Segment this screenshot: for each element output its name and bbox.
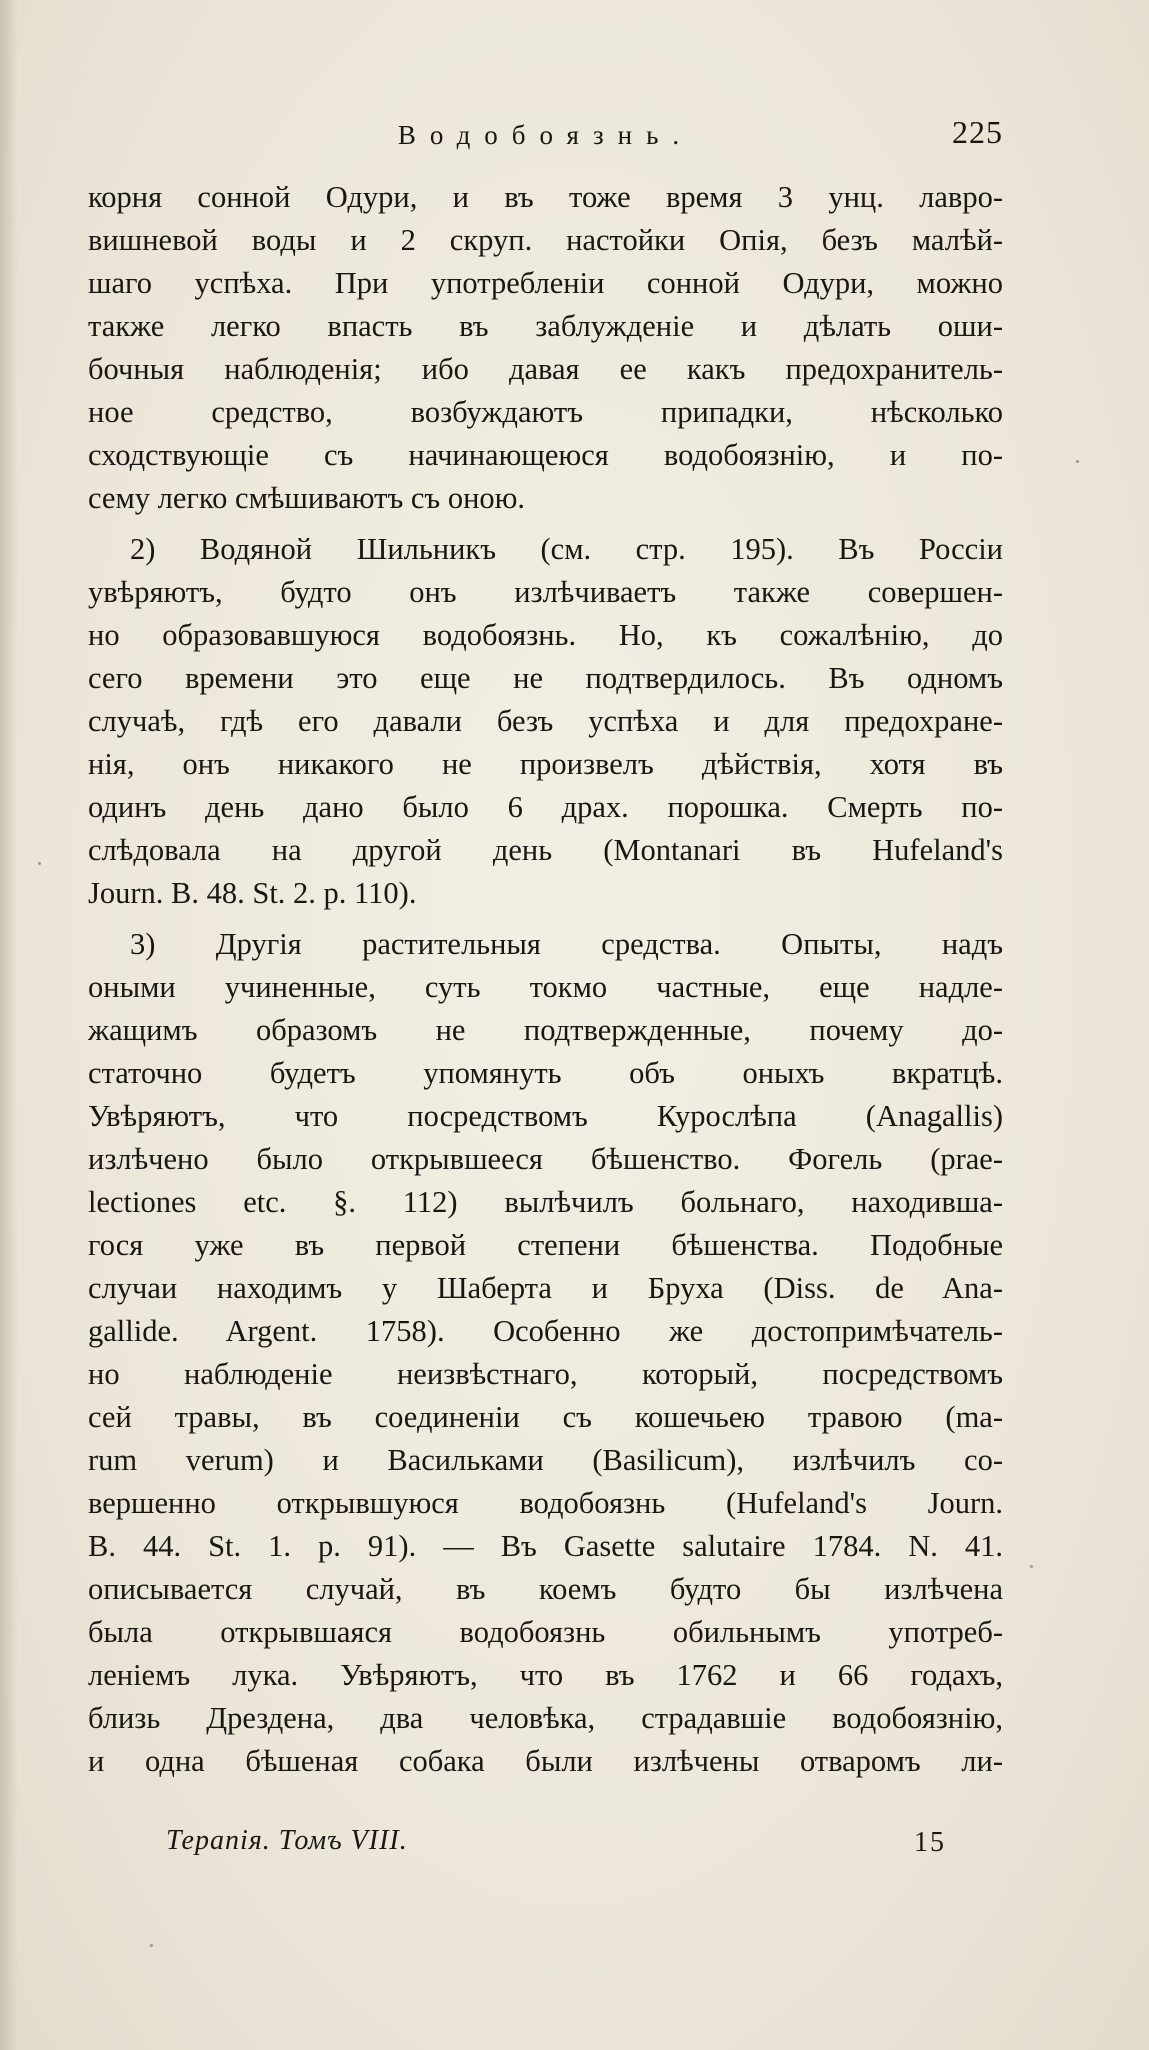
text-line: также легко впасть въ заблужденіе и дѣлать оши- <box>88 309 1003 343</box>
text-line: сего времени это еще не подтвердилось. Въ одномъ <box>88 661 1003 695</box>
text-line: одинъ день дано было 6 драх. порошка. Смерть по- <box>88 790 1003 824</box>
text-line: излѣчено было открывшееся бѣшенство. Фогель (prae- <box>88 1142 1003 1176</box>
print-speck <box>38 862 41 865</box>
print-speck <box>150 1944 153 1947</box>
page-edge-shadow <box>0 0 18 2050</box>
text-line: вершенно открывшуюся водобоязнь (Hufeland's Journ. <box>88 1486 1003 1520</box>
text-line: шаго успѣха. При употребленіи сонной Одури, можно <box>88 266 1003 300</box>
text-line: сходствующіе съ начинающеюся водобоязнію, и по- <box>88 438 1003 472</box>
text-line: близь Дрездена, два человѣка, страдавшіе водобоязнію, <box>88 1701 1003 1735</box>
text-line: gallide. Argent. 1758). Особенно же достопримѣчатель- <box>88 1314 1003 1348</box>
text-line: случаи находимъ у Шаберта и Бруха (Diss. de Ana- <box>88 1271 1003 1305</box>
paragraph-start-line: 3) Другія растительныя средства. Опыты, надъ <box>130 927 1003 961</box>
text-line: оными учиненные, суть токмо частные, еще надле- <box>88 970 1003 1004</box>
text-line: леніемъ лука. Увѣряютъ, что въ 1762 и 66 годахъ, <box>88 1658 1003 1692</box>
page-header <box>88 114 1003 160</box>
print-speck <box>1076 460 1079 463</box>
text-line: Увѣряютъ, что посредствомъ Курослѣпа (Anagallis) <box>88 1099 1003 1133</box>
print-speck <box>1030 1565 1033 1568</box>
paragraph-start-line: 2) Водяной Шильникъ (см. стр. 195). Въ Россіи <box>130 532 1003 566</box>
text-line: и одна бѣшеная собака были излѣчены отваромъ ли- <box>88 1744 1003 1778</box>
text-line: нія, онъ никакого не произвелъ дѣйствія, хотя въ <box>88 747 1003 781</box>
text-line: B. 44. St. 1. p. 91). — Въ Gasette salutaire 1784. N. 41. <box>88 1529 1003 1563</box>
text-line: ное средство, возбуждаютъ припадки, нѣсколько <box>88 395 1003 429</box>
text-line: жащимъ образомъ не подтвержденные, почему до- <box>88 1013 1003 1047</box>
text-line: но образовавшуюся водобоязнь. Но, къ сожалѣнію, до <box>88 618 1003 652</box>
page-number: 225 <box>952 114 1003 150</box>
text-line: гося уже въ первой степени бѣшенства. Подобные <box>88 1228 1003 1262</box>
body-text <box>88 176 1003 1783</box>
text-line: rum verum) и Васильками (Basilicum), излѣчилъ со- <box>88 1443 1003 1477</box>
signature-mark: Терапія. Томъ VIII. <box>166 1825 408 1856</box>
text-line: lectiones etc. §. 112) вылѣчилъ больнаго, находивша- <box>88 1185 1003 1219</box>
running-title: Водобоязнь. <box>397 120 694 150</box>
text-line: статочно будетъ упомянуть объ оныхъ вкратцѣ. <box>88 1056 1003 1090</box>
text-line: слѣдовала на другой день (Montanari въ Hufeland's <box>88 833 1003 867</box>
text-line: вишневой воды и 2 скруп. настойки Опія, безъ малѣй- <box>88 223 1003 257</box>
text-line: но наблюденіе неизвѣстнаго, который, посредствомъ <box>88 1357 1003 1391</box>
text-line: увѣряютъ, будто онъ излѣчиваетъ также совершен- <box>88 575 1003 609</box>
sheet-number: 15 <box>914 1827 946 1858</box>
text-line: случаѣ, гдѣ его давали безъ успѣха и для предохране- <box>88 704 1003 738</box>
page-footer <box>166 1825 946 1869</box>
text-line: корня сонной Одури, и въ тоже время 3 унц. лавро- <box>88 180 1003 214</box>
text-line: сему легко смѣшиваютъ съ оною. <box>88 481 526 515</box>
text-line: описывается случай, въ коемъ будто бы излѣчена <box>88 1572 1003 1606</box>
text-line: бочныя наблюденія; ибо давая ее какъ предохранитель- <box>88 352 1003 386</box>
text-line: Journ. B. 48. St. 2. p. 110). <box>88 876 417 910</box>
text-line: была открывшаяся водобоязнь обильнымъ употреб- <box>88 1615 1003 1649</box>
text-line: сей травы, въ соединеніи съ кошечьею травою (ma- <box>88 1400 1003 1434</box>
